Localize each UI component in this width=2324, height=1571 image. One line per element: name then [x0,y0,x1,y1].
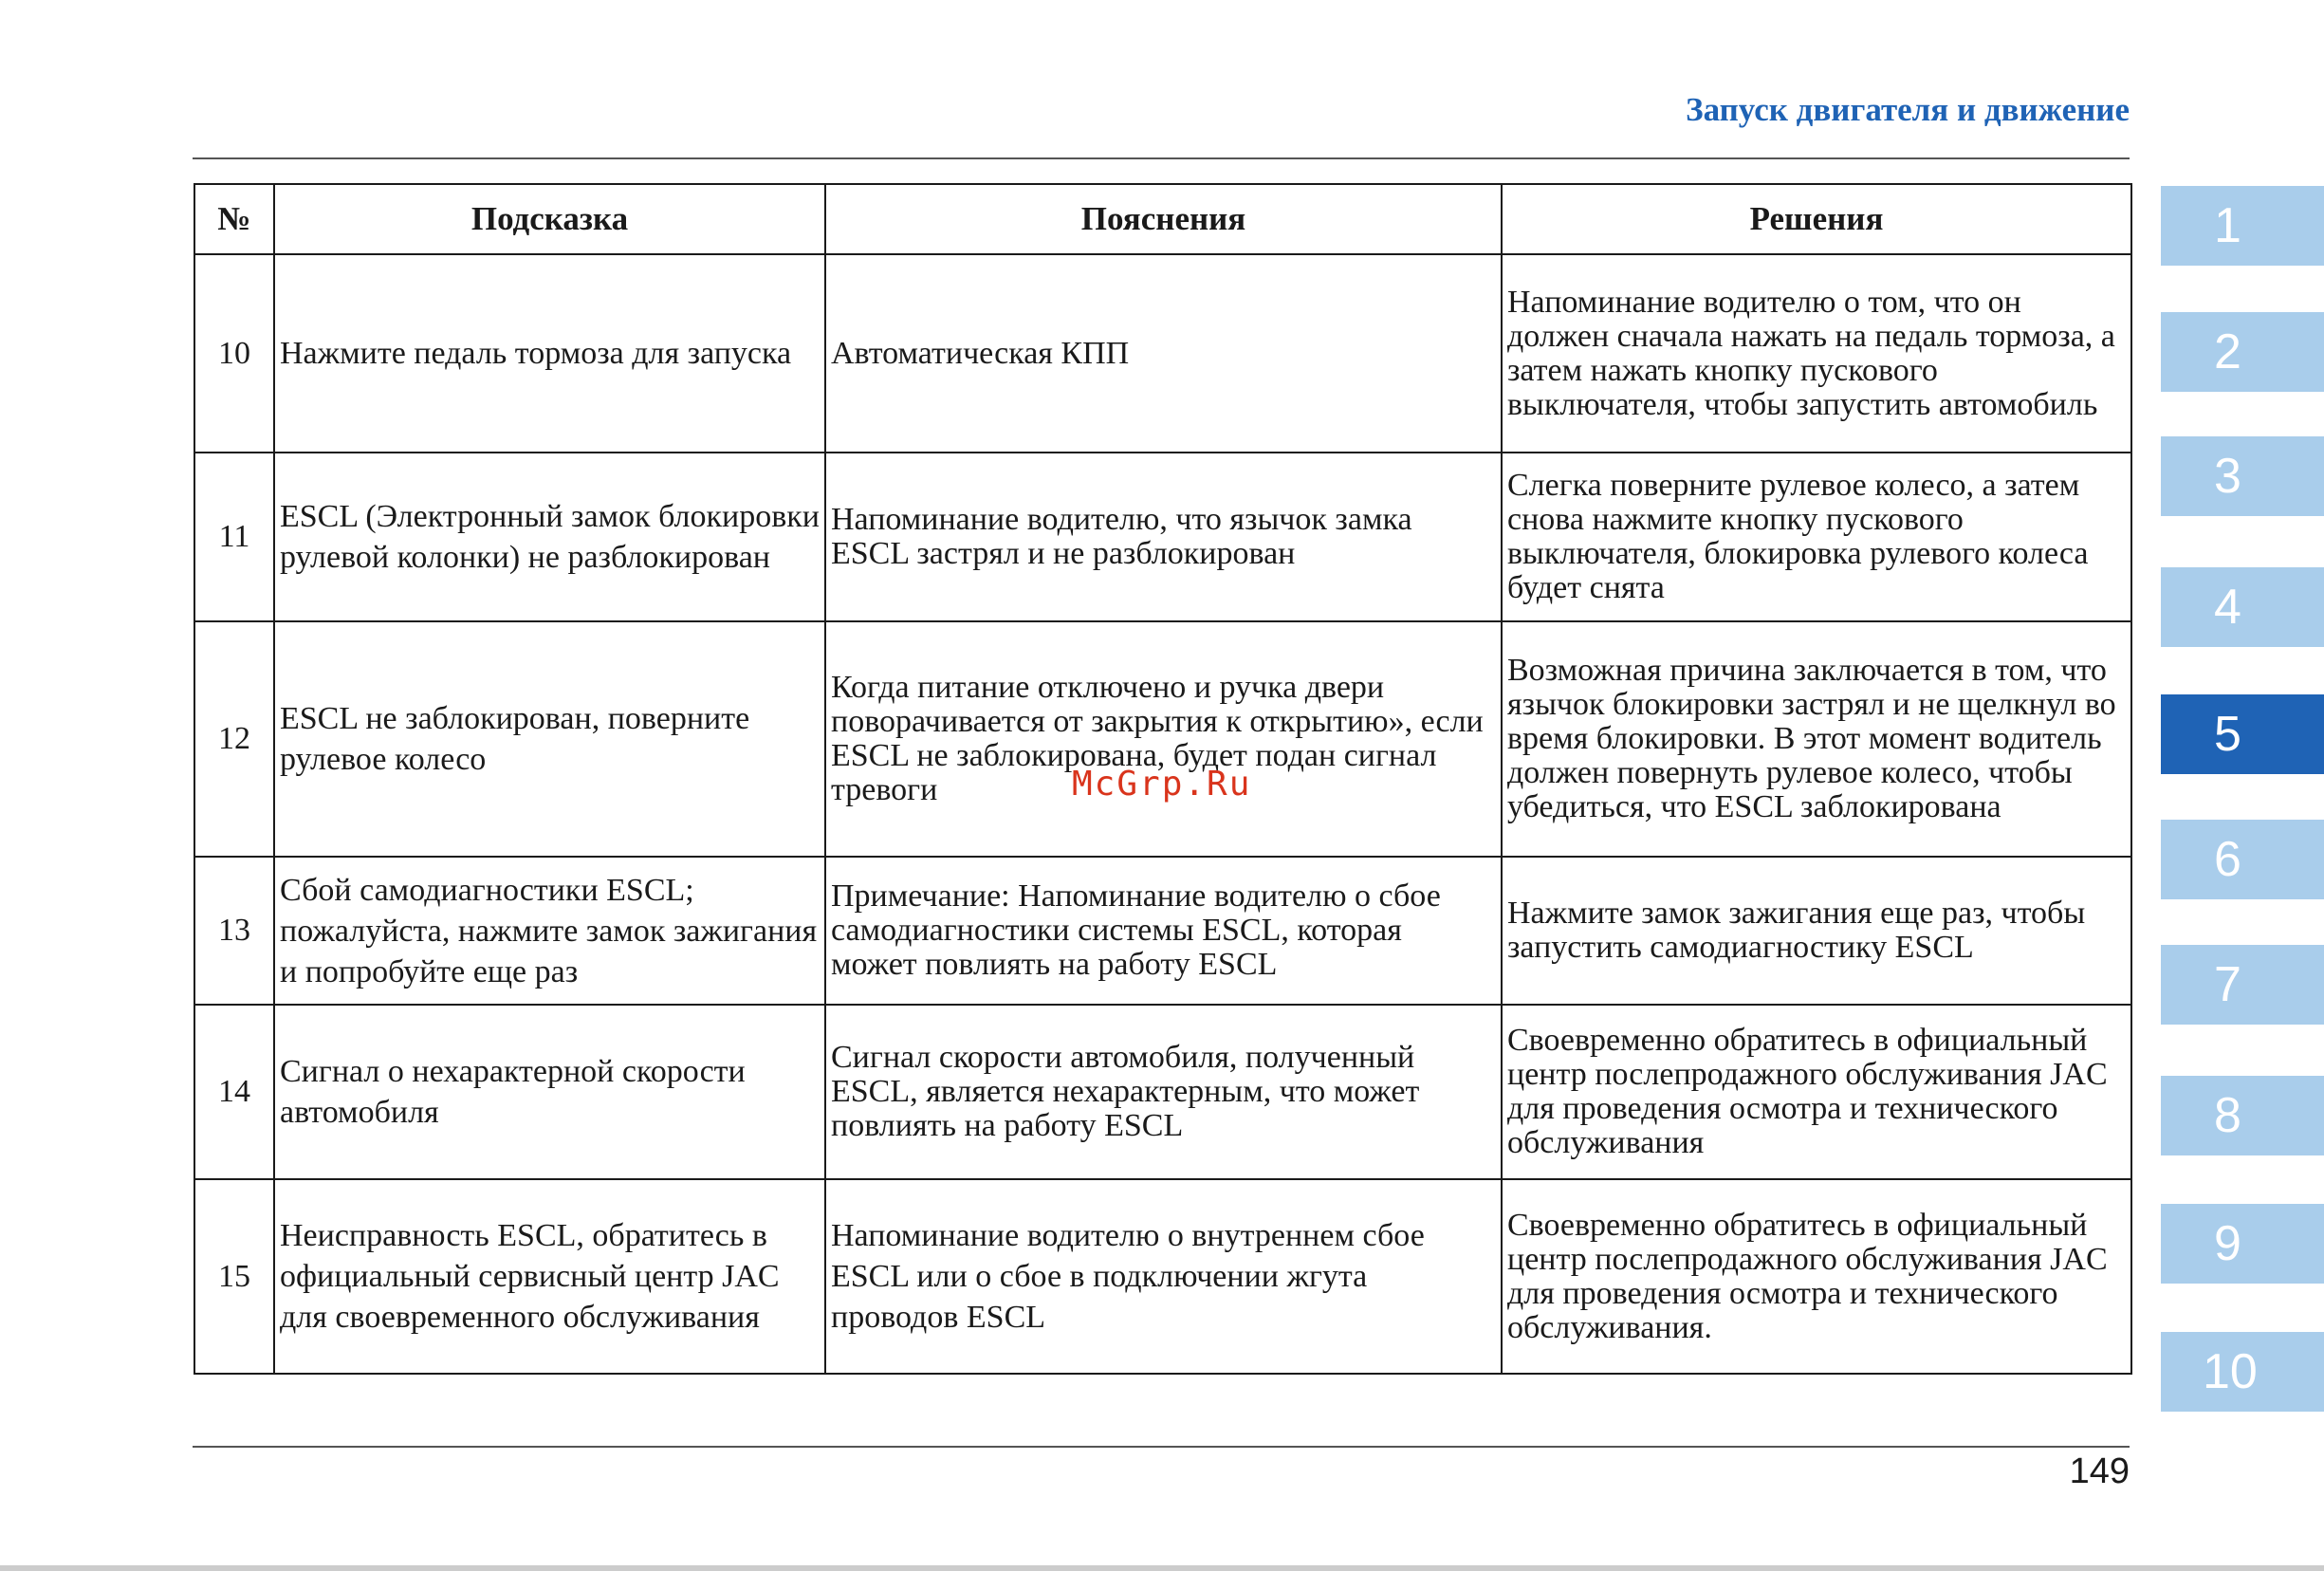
explanation-cell: Автоматическая КПП [825,254,1502,453]
chapter-tab-3[interactable]: 3 [2161,436,2324,516]
chapter-tab-2[interactable]: 2 [2161,312,2324,392]
chapter-tab-1[interactable]: 1 [2161,186,2324,266]
explanation-cell: Напоминание водителю, что язычок замка ESCL застрял и не разблокирован [825,453,1502,621]
column-header-number: № [194,184,274,254]
chapter-tab-6[interactable]: 6 [2161,820,2324,899]
row-number: 13 [194,857,274,1005]
chapter-tab-9[interactable]: 9 [2161,1204,2324,1284]
explanation-cell: Сигнал скорости автомобиля, полученный ESCL, является нехарактерным, что может повлиять на работу ESCL [825,1005,1502,1179]
explanation-cell: Когда питание отключено и ручка двери поворачивается от закрытия к открытию», если ESCL не заблокирована, будет подан сигнал тревоги [825,621,1502,857]
hint-cell: Неисправность ESCL, обратитесь в официальный сервисный центр JAC для своевременного обслуживания [274,1179,825,1374]
explanation-cell: Напоминание водителю о внутреннем сбое ESCL или о сбое в подключении жгута проводов ESCL [825,1179,1502,1374]
solution-cell: Напоминание водителю о том, что он должен сначала нажать на педаль тормоза, а затем нажать кнопку пускового выключателя, чтобы запустить автомобиль [1502,254,2131,453]
column-header-hint: Подсказка [274,184,825,254]
table-row [194,1179,2131,1374]
watermark-text: McGrp.Ru [1072,765,1252,804]
row-number: 15 [194,1179,274,1374]
table-row [194,1005,2131,1179]
column-header-explanation: Пояснения [825,184,1502,254]
row-number: 12 [194,621,274,857]
chapter-tab-4[interactable]: 4 [2161,567,2324,647]
hint-cell: ESCL (Электронный замок блокировки рулевой колонки) не разблокирован [274,453,825,621]
row-number: 11 [194,453,274,621]
chapter-tab-5-active[interactable]: 5 [2161,694,2324,774]
chapter-title: Запуск двигателя и движение [1686,91,2130,128]
table-header-row [194,184,2131,254]
bottom-edge [0,1565,2324,1571]
solution-cell: Слегка поверните рулевое колесо, а затем снова нажмите кнопку пускового выключателя, блокировка рулевого колеса будет снята [1502,453,2131,621]
footer-divider [193,1446,2130,1448]
table-row [194,857,2131,1005]
row-number: 10 [194,254,274,453]
solution-cell: Нажмите замок зажигания еще раз, чтобы запустить самодиагностику ESCL [1502,857,2131,1005]
table-row [194,453,2131,621]
table-row [194,621,2131,857]
chapter-tab-7[interactable]: 7 [2161,945,2324,1025]
hint-cell: Нажмите педаль тормоза для запуска [274,254,825,453]
chapter-tab-8[interactable]: 8 [2161,1076,2324,1155]
solution-cell: Возможная причина заключается в том, что язычок блокировки застрял и не щелкнул во время блокировки. В этот момент водитель должен повернуть рулевое колесо, чтобы убедиться, что ESCL заблокирована [1502,621,2131,857]
hint-cell: ESCL не заблокирован, поверните рулевое колесо [274,621,825,857]
header-divider [193,157,2130,159]
column-header-solution: Решения [1502,184,2131,254]
solution-cell: Своевременно обратитесь в официальный центр послепродажного обслуживания JAC для проведения осмотра и технического обслуживания. [1502,1179,2131,1374]
page-number: 149 [2069,1451,2130,1491]
chapter-tabs [2161,0,2324,1571]
solution-cell: Своевременно обратитесь в официальный центр послепродажного обслуживания JAC для проведения осмотра и технического обслуживания [1502,1005,2131,1179]
row-number: 14 [194,1005,274,1179]
chapter-tab-10[interactable]: 10 [2161,1332,2324,1412]
hint-cell: Сбой самодиагностики ESCL; пожалуйста, нажмите замок зажигания и попробуйте еще раз [274,857,825,1005]
explanation-cell: Примечание: Напоминание водителю о сбое самодиагностики системы ESCL, которая может повлиять на работу ESCL [825,857,1502,1005]
table-row [194,254,2131,453]
hint-cell: Сигнал о нехарактерной скорости автомобиля [274,1005,825,1179]
